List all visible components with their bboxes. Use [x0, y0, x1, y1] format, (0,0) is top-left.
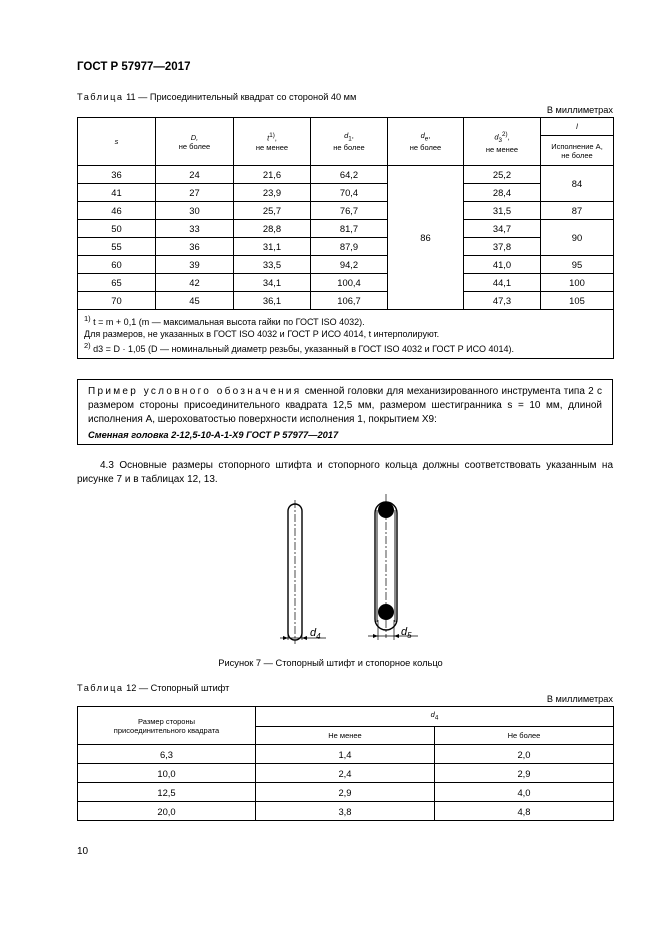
- table11-footnotes: [78, 310, 614, 359]
- cell-l: 105: [541, 292, 614, 310]
- cell: 42: [156, 274, 234, 292]
- cell: 4,0: [435, 783, 614, 802]
- table-row: [78, 202, 614, 220]
- page-number: 10: [77, 846, 89, 857]
- figure-7: [250, 490, 440, 650]
- cell: 23,9: [234, 184, 311, 202]
- cell: 31,5: [464, 202, 541, 220]
- cell: 47,3: [464, 292, 541, 310]
- table-row: [78, 764, 614, 783]
- table-row: [78, 166, 614, 184]
- cell: 100,4: [311, 274, 388, 292]
- col-header-l-sub: Исполнение А, не более: [541, 136, 614, 166]
- cell: 4,8: [435, 802, 614, 821]
- table-row: [78, 220, 614, 238]
- table12-caption: [77, 683, 229, 693]
- cell: 33,5: [234, 256, 311, 274]
- col-header-s: s: [78, 118, 156, 166]
- cell: 34,1: [234, 274, 311, 292]
- table-row: [78, 292, 614, 310]
- example-designation: Сменная головка 2-12,5-10-А-1-Х9 ГОСТ Р 57977—2017: [88, 430, 339, 440]
- table11-caption: [77, 92, 356, 102]
- col-header-max: Не более: [435, 727, 614, 745]
- cell: 76,7: [311, 202, 388, 220]
- cell-l: 87: [541, 202, 614, 220]
- cell: 12,5: [78, 783, 256, 802]
- cell: 50: [78, 220, 156, 238]
- cell: 41,0: [464, 256, 541, 274]
- cell: 87,9: [311, 238, 388, 256]
- table11-units: В миллиметрах: [546, 105, 613, 115]
- table12-caption-word: Таблица: [77, 683, 124, 693]
- cell-l: 90: [541, 220, 614, 256]
- cell: 36: [78, 166, 156, 184]
- cell: 6,3: [78, 745, 256, 764]
- cell-l: 95: [541, 256, 614, 274]
- cell: 21,6: [234, 166, 311, 184]
- cell: 25,7: [234, 202, 311, 220]
- cell: 46: [78, 202, 156, 220]
- retaining-ring-drawing: [368, 494, 418, 640]
- cell: 20,0: [78, 802, 256, 821]
- cell: 31,1: [234, 238, 311, 256]
- document-header: ГОСТ Р 57977—2017: [77, 61, 191, 73]
- col-header-d4: $d_4$: [256, 707, 614, 727]
- cell: 45: [156, 292, 234, 310]
- col-header-d3: $d_3^{2)}$, не менее: [464, 118, 541, 166]
- example-box: [77, 379, 613, 445]
- figure-7-caption: Рисунок 7 — Стопорный штифт и стопорное кольцо: [218, 658, 443, 668]
- cell: 64,2: [311, 166, 388, 184]
- cell: 65: [78, 274, 156, 292]
- cell: 10,0: [78, 764, 256, 783]
- cell: 28,4: [464, 184, 541, 202]
- footnote-1-line2: Для размеров, не указанных в ГОСТ ISO 4032 и ГОСТ Р ИСО 4014, t интерполируют.: [84, 329, 440, 339]
- col-header-de: $d_e$, не более: [388, 118, 464, 166]
- cell: 2,9: [256, 783, 435, 802]
- cell: 55: [78, 238, 156, 256]
- label-d5: $d_5$: [401, 626, 412, 640]
- cell: 27: [156, 184, 234, 202]
- table-row: [78, 256, 614, 274]
- cell: 34,7: [464, 220, 541, 238]
- table12-units: В миллиметрах: [546, 694, 613, 704]
- table-row: [78, 238, 614, 256]
- cell: 1,4: [256, 745, 435, 764]
- cell: 2,9: [435, 764, 614, 783]
- cell: 24: [156, 166, 234, 184]
- table-row: [78, 745, 614, 764]
- example-text: сменной головки для механизированного инструмента типа 2 с размером стороны присоединительного квадрата 12,5 мм, размером шестигранника s = 10 мм, длиной исполнения А, шероховатостью поверхности исполнения 1, покрытием Х9:: [88, 386, 602, 425]
- cell: 36: [156, 238, 234, 256]
- col-header-min: Не менее: [256, 727, 435, 745]
- col-header-D: D, не более: [156, 118, 234, 166]
- cell: 94,2: [311, 256, 388, 274]
- table11-caption-word: Таблица: [77, 92, 124, 102]
- table11: [77, 117, 614, 359]
- paragraph-4-3: 4.3 Основные размеры стопорного штифта и стопорного кольца должны соответствовать указанным на рисунке 7 и в таблицах 12, 13.: [77, 460, 613, 485]
- example-lead: Пример условного обозначения: [88, 386, 302, 397]
- table12: [77, 706, 614, 821]
- cell-de-value: 86: [388, 166, 464, 310]
- cell: 33: [156, 220, 234, 238]
- cell: 36,1: [234, 292, 311, 310]
- cell: 2,0: [435, 745, 614, 764]
- cell: 70,4: [311, 184, 388, 202]
- col-header-l: l: [541, 118, 614, 136]
- cell: 3,8: [256, 802, 435, 821]
- cell: 44,1: [464, 274, 541, 292]
- cell-l: 84: [541, 166, 614, 202]
- label-d4: $d_4$: [310, 627, 321, 641]
- cell: 41: [78, 184, 156, 202]
- cell: 70: [78, 292, 156, 310]
- footnote-1: $^{1)}$ t = m + 0,1 (m — максимальная высота гайки по ГОСТ ISO 4032).: [84, 314, 365, 327]
- cell: 39: [156, 256, 234, 274]
- retaining-pin-drawing: [280, 500, 326, 644]
- col-header-d1: $d_1$, не более: [311, 118, 388, 166]
- table-row: [78, 274, 614, 292]
- cell: 2,4: [256, 764, 435, 783]
- cell: 37,8: [464, 238, 541, 256]
- cell: 28,8: [234, 220, 311, 238]
- cell: 81,7: [311, 220, 388, 238]
- table-row: [78, 783, 614, 802]
- cell: 25,2: [464, 166, 541, 184]
- footnote-2: $^{2)}$ d3 = D · 1,05 (D — номинальный диаметр резьбы, указанный в ГОСТ ISO 4032 и ГОСТ Р ИСО 4014).: [84, 341, 514, 354]
- table-row: [78, 184, 614, 202]
- table-row: [78, 802, 614, 821]
- cell: 60: [78, 256, 156, 274]
- table11-caption-rest: 11 — Присоединительный квадрат со стороной 40 мм: [123, 92, 357, 102]
- cell-l: 100: [541, 274, 614, 292]
- cell: 106,7: [311, 292, 388, 310]
- col-header-t: $t^{1)}$, не менее: [234, 118, 311, 166]
- table12-caption-rest: 12 — Стопорный штифт: [123, 683, 230, 693]
- col-header-side: Размер стороны присоединительного квадрата: [78, 707, 256, 745]
- cell: 30: [156, 202, 234, 220]
